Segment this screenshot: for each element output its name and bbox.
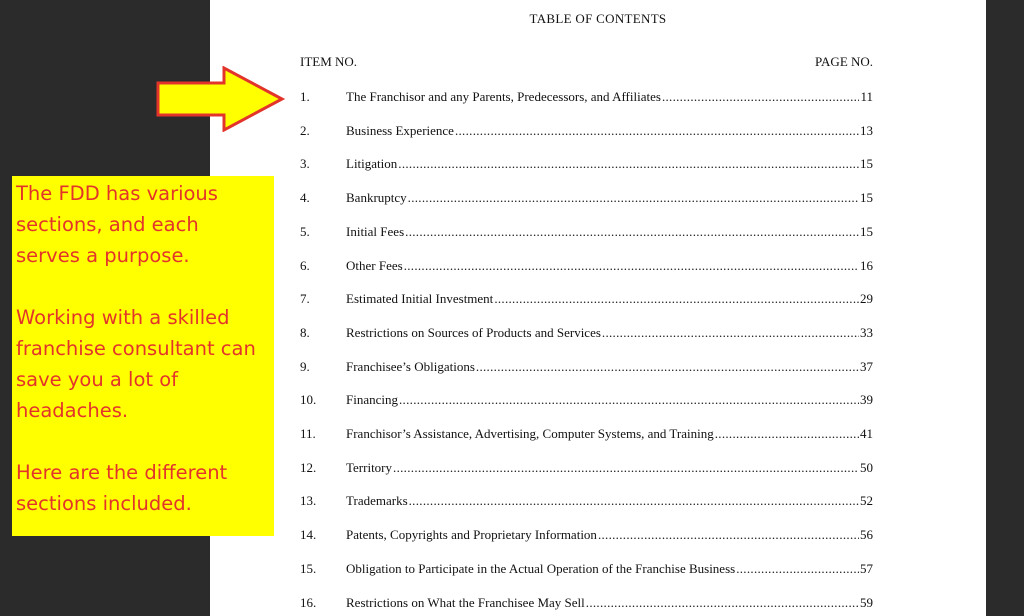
toc-item-title: The Franchisor and any Parents, Predecessors, and Affiliates	[346, 89, 661, 104]
toc-row	[210, 258, 986, 276]
toc-item-number: 13.	[300, 493, 317, 509]
toc-row	[210, 595, 986, 613]
toc-item-number: 5.	[300, 223, 310, 239]
toc-row	[210, 359, 986, 377]
toc-item-number: 12.	[300, 459, 317, 475]
toc-item-number: 3.	[300, 156, 310, 172]
toc-row	[210, 527, 986, 545]
callout-line: sections, and each	[16, 213, 199, 236]
toc-item-title: Franchisee’s Obligations	[346, 358, 475, 374]
toc-entry-line	[346, 426, 873, 442]
toc-entry-line	[346, 190, 873, 206]
toc-dot-leader	[405, 224, 859, 240]
toc-page-number: 56	[860, 527, 873, 543]
toc-page-number: 33	[860, 324, 873, 340]
toc-dot-leader	[398, 156, 859, 172]
toc-item-title: Bankruptcy	[346, 190, 407, 206]
toc-dot-leader	[476, 359, 859, 375]
toc-row	[210, 460, 986, 478]
toc-item-title: Patents, Copyrights and Proprietary Information	[346, 527, 597, 543]
toc-row	[210, 426, 986, 444]
toc-item-title: Obligation to Participate in the Actual Operation of the Franchise Business	[346, 560, 736, 576]
toc-item-title: Territory	[346, 459, 393, 475]
callout-line: sections included.	[16, 492, 192, 515]
toc-row	[210, 224, 986, 242]
callout-line: Working with a skilled	[16, 306, 230, 329]
toc-dot-leader	[494, 291, 859, 307]
callout-line: franchise consultant can	[16, 337, 256, 360]
toc-row	[210, 123, 986, 141]
toc-item-number: 6.	[300, 257, 310, 273]
viewer-gutter-right	[986, 0, 1024, 616]
page-title: TABLE OF CONTENTS	[529, 11, 667, 26]
toc-page-number: 50	[860, 459, 873, 475]
toc-item-number: 14.	[300, 527, 317, 543]
right-arrow-icon	[156, 66, 286, 132]
toc-entry-line	[346, 392, 873, 408]
toc-page-number: 41	[860, 426, 873, 441]
toc-dot-leader	[399, 392, 859, 408]
toc-item-number: 10.	[300, 392, 317, 408]
toc-page-number: 11	[860, 89, 873, 104]
document-page	[210, 0, 986, 616]
toc-item-title: Business Experience	[346, 122, 454, 138]
toc-dot-leader	[455, 123, 859, 139]
toc-entry-line	[346, 527, 873, 543]
toc-item-number: 1.	[300, 89, 310, 104]
item-no-header: ITEM NO.	[300, 54, 358, 69]
toc-page-number: 13	[860, 122, 873, 138]
toc-entry-line	[346, 595, 873, 611]
callout-line: headaches.	[16, 399, 129, 422]
callout-line: Here are the different	[16, 461, 228, 484]
toc-item-title: Estimated Initial Investment	[346, 291, 494, 307]
toc-item-title: Financing	[346, 392, 398, 408]
toc-entry-line	[346, 156, 873, 172]
toc-entry-line	[346, 291, 873, 307]
toc-dot-leader	[736, 561, 859, 577]
toc-page-number: 29	[860, 291, 873, 307]
toc-page-number: 57	[860, 560, 873, 576]
callout-line: The FDD has various	[16, 182, 218, 205]
toc-item-number: 7.	[300, 291, 310, 307]
toc-row	[210, 89, 986, 107]
toc-page-number: 16	[860, 257, 873, 273]
toc-row	[210, 392, 986, 410]
toc-item-number: 16.	[300, 594, 317, 610]
toc-entry-line	[346, 89, 873, 105]
toc-entry-line	[346, 359, 873, 375]
toc-dot-leader	[409, 493, 859, 509]
toc-row	[210, 190, 986, 208]
toc-item-number: 11.	[300, 426, 316, 441]
callout-line: save you a lot of	[16, 368, 179, 391]
toc-dot-leader	[715, 426, 859, 442]
toc-entry-line	[346, 123, 873, 139]
toc-entry-line	[346, 561, 873, 577]
toc-item-title: Litigation	[346, 156, 398, 172]
toc-item-title: Trademarks	[346, 493, 408, 509]
toc-row	[210, 325, 986, 343]
toc-dot-leader	[586, 595, 859, 611]
toc-dot-leader	[393, 460, 859, 476]
toc-item-number: 4.	[300, 190, 310, 206]
toc-item-number: 8.	[300, 324, 310, 340]
toc-item-title: Restrictions on What the Franchisee May Sell	[346, 594, 585, 610]
toc-item-number: 9.	[300, 358, 310, 374]
toc-item-title: Other Fees	[346, 257, 403, 273]
toc-entry-line	[346, 325, 873, 341]
toc-item-title: Franchisor’s Assistance, Advertising, Computer Systems, and Training	[346, 426, 714, 441]
toc-dot-leader	[602, 325, 859, 341]
toc-item-number: 15.	[300, 560, 317, 576]
toc-page-number: 15	[860, 156, 873, 172]
toc-page-number: 37	[860, 358, 873, 374]
toc-row	[210, 291, 986, 309]
toc-dot-leader	[408, 190, 859, 206]
toc-page-number: 15	[860, 190, 873, 206]
toc-item-title: Initial Fees	[346, 223, 405, 239]
callout-line: serves a purpose.	[16, 244, 190, 267]
toc-dot-leader	[598, 527, 859, 543]
annotation-callout	[12, 176, 274, 536]
toc-dot-leader	[404, 258, 859, 274]
toc-entry-line	[346, 460, 873, 476]
toc-page-number: 15	[860, 223, 873, 239]
toc-row	[210, 156, 986, 174]
toc-entry-line	[346, 493, 873, 509]
toc-page-number: 39	[860, 392, 873, 408]
toc-entry-line	[346, 258, 873, 274]
toc-dot-leader	[662, 89, 860, 105]
toc-page-number: 52	[860, 493, 873, 509]
toc-entry-line	[346, 224, 873, 240]
toc-item-number: 2.	[300, 122, 310, 138]
toc-page-number: 59	[860, 594, 873, 610]
toc-row	[210, 561, 986, 579]
page-no-header: PAGE NO.	[815, 54, 874, 69]
toc-row	[210, 493, 986, 511]
toc-item-title: Restrictions on Sources of Products and Services	[346, 324, 601, 340]
